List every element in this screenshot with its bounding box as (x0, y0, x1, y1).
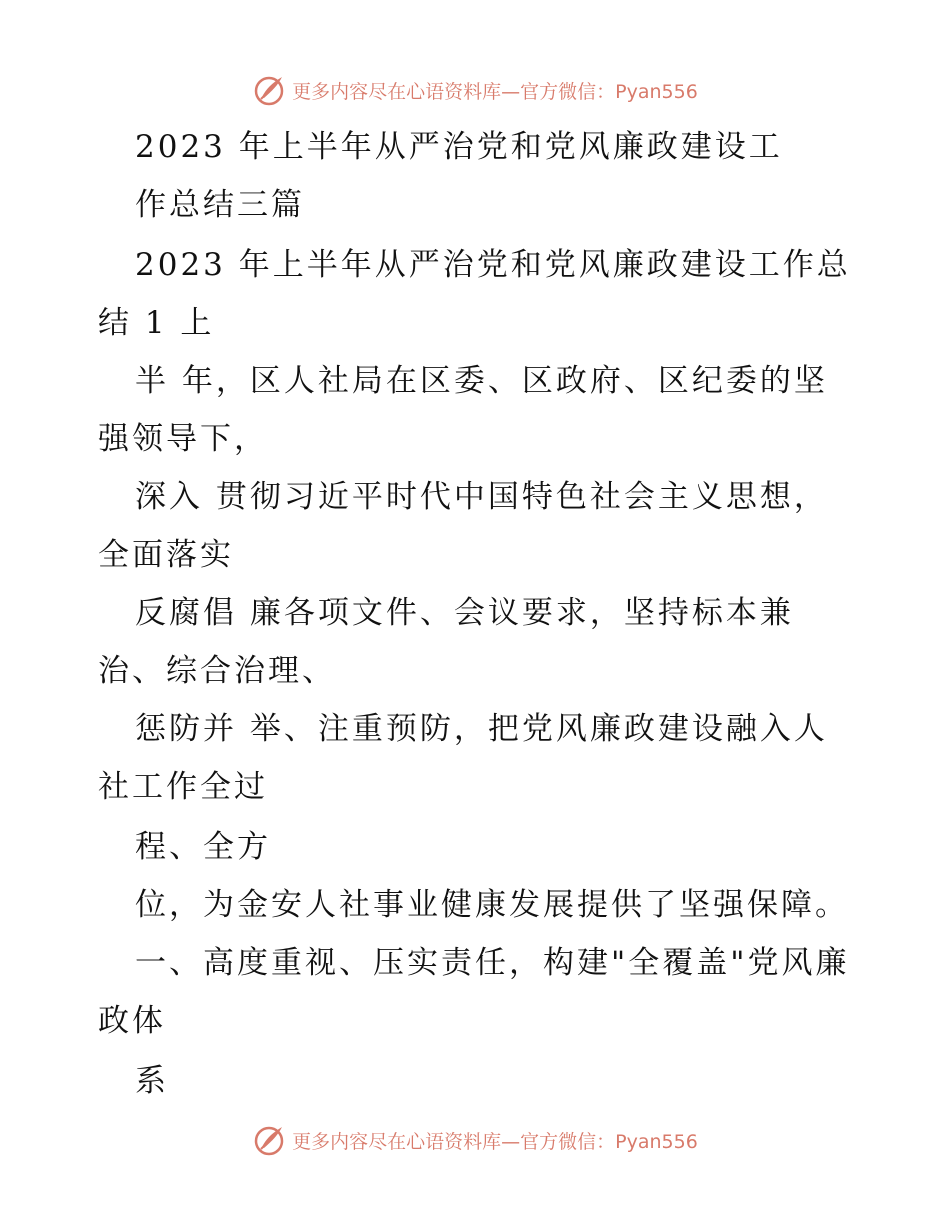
text-line: 程、全方 (135, 829, 271, 865)
text-line: 半 年，区人社局在区委、区政府、区纪委的坚 (135, 363, 828, 399)
text-line: 2023 年上半年从严治党和党风廉政建设工 (135, 129, 783, 165)
watermark-text: 更多内容尽在心语资料库—官方微信：Pyan556 (292, 80, 698, 103)
text-line: 深入 贯彻习近平时代中国特色社会主义思想， (135, 479, 828, 515)
text-line: 反腐倡 廉各项文件、会议要求，坚持标本兼 (135, 595, 794, 631)
quill-logo-icon (252, 1123, 286, 1157)
text-line: 治、综合治理、 (98, 653, 336, 689)
text-line: 2023 年上半年从严治党和党风廉政建设工作总 (135, 247, 851, 283)
text-line: 一、高度重视、压实责任，构建"全覆盖"党风廉 (135, 945, 850, 981)
text-line: 系 (135, 1063, 169, 1099)
text-line: 强领导下， (98, 421, 268, 457)
text-line: 作总结三篇 (135, 187, 305, 223)
text-line: 政体 (98, 1003, 166, 1039)
quill-logo-icon (252, 73, 286, 107)
text-line: 结 1 上 (98, 305, 215, 341)
text-line: 位，为金安人社事业健康发展提供了坚强保障。 (135, 887, 849, 923)
text-line: 惩防并 举、注重预防，把党风廉政建设融入人 (135, 711, 828, 747)
text-line: 社工作全过 (98, 769, 268, 805)
watermark-text: 更多内容尽在心语资料库—官方微信：Pyan556 (292, 1130, 698, 1153)
watermark-footer (0, 1120, 950, 1160)
text-line: 全面落实 (98, 537, 234, 573)
watermark-header (0, 70, 950, 110)
